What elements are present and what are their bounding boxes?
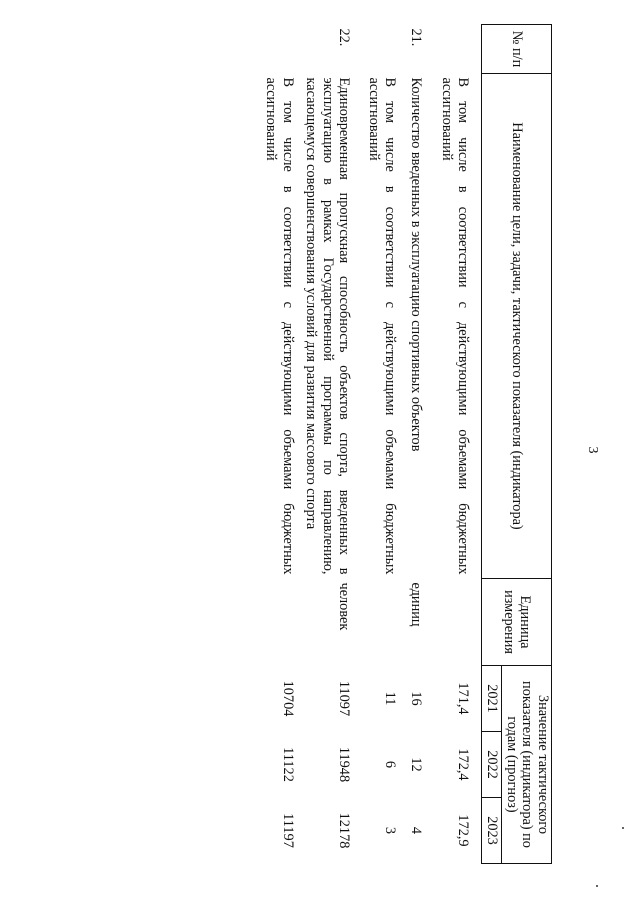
row-value-2022: 172,4	[455, 748, 472, 781]
header-unit: Единица измерения	[482, 579, 552, 666]
row-value-2021: 11	[382, 691, 399, 706]
row-value-2023: 172,9	[455, 814, 472, 847]
header-year-2022: 2022	[482, 732, 501, 798]
row-number	[262, 25, 297, 74]
row-value-2023: 12178	[336, 812, 353, 849]
row-value-2023: 11197	[279, 813, 296, 848]
row-value-2021: 171,4	[455, 682, 472, 715]
row-number: 21.	[407, 28, 424, 47]
header-year-2023: 2023	[482, 798, 501, 864]
row-value-2021: 11097	[336, 680, 353, 717]
table-row	[353, 25, 399, 864]
page-number: 3	[585, 446, 600, 454]
scan-speck	[622, 827, 624, 829]
row-name: В том числе в соответствии с действующими объемами бюджетных ассигнований	[438, 77, 472, 575]
row-value-2023: 3	[382, 826, 399, 835]
row-number	[353, 25, 399, 74]
header-year-2021: 2021	[482, 666, 501, 732]
scan-speck	[596, 885, 598, 887]
table-row	[262, 25, 297, 864]
table-row	[297, 25, 353, 864]
row-unit: единиц	[407, 582, 424, 627]
row-number	[425, 25, 476, 74]
row-unit	[353, 579, 399, 666]
row-value-2023: 4	[407, 826, 424, 835]
row-value-2021: 10704	[279, 680, 296, 717]
row-name: В том числе в соответствии с действующими объемами бюджетных ассигнований	[263, 77, 296, 575]
row-value-2022: 11122	[279, 747, 296, 782]
row-number: 22.	[336, 28, 353, 47]
indicators-table	[262, 24, 552, 864]
row-value-2022: 12	[407, 757, 424, 772]
table-row	[399, 25, 424, 864]
header-name: Наименование цели, задачи, тактического показателя (индикатора)	[482, 74, 552, 579]
row-unit	[425, 579, 476, 666]
row-name: Количество введенных в эксплуатацию спортивных объектов	[407, 77, 424, 452]
row-name: Единовременная пропускная способность объектов спорта, введенных в эксплуатацию в рамках Государственной программы по направлению, касающемуся совершенствования условий для развития массового спорта	[303, 77, 353, 575]
row-value-2022: 6	[382, 760, 399, 769]
row-value-2021: 16	[407, 691, 424, 706]
header-values-group: Значение тактического показателя (индикатора) по годам (прогноз)	[501, 666, 551, 864]
row-unit: человек	[336, 582, 353, 631]
row-name: В том числе в соответствии с действующими объемами бюджетных ассигнований	[365, 77, 399, 575]
row-value-2022: 11948	[336, 746, 353, 783]
row-unit	[262, 579, 297, 666]
header-num: № п/п	[482, 25, 552, 74]
table-row	[425, 25, 476, 864]
